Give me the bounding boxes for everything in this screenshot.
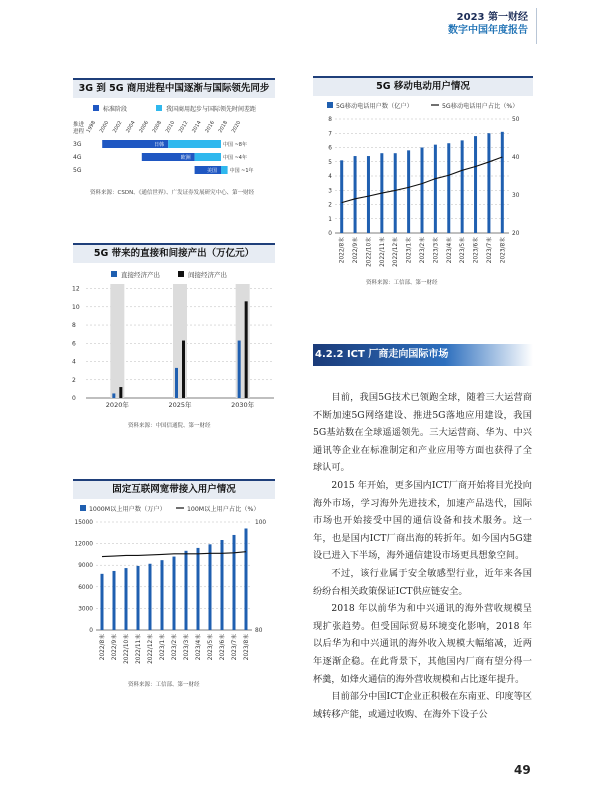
bar-indirect <box>119 387 122 398</box>
y-tick-label: 6 <box>72 340 76 348</box>
x-tick-label: 2023/1末 <box>406 237 413 264</box>
page-number: 49 <box>514 763 531 777</box>
y-left-tick-label: 1 <box>328 216 332 223</box>
x-tick-label: 2023/5末 <box>460 237 467 264</box>
page-header <box>448 12 528 37</box>
bar <box>367 156 370 233</box>
x-tick-label: 2020年 <box>105 401 129 409</box>
bar <box>137 566 140 630</box>
legend-label-gap: 我国商用起步与国际领先时间差距 <box>166 106 257 113</box>
x-tick-label: 2022/8末 <box>100 634 106 661</box>
chart4-5g-users-bars <box>313 97 535 273</box>
year-tick: 2014 <box>191 119 203 134</box>
y-left-tick-label: 6 <box>328 145 332 152</box>
year-tick: 2020 <box>230 119 243 134</box>
y-left-tick-label: 8 <box>328 117 332 123</box>
year-tick: 1998 <box>85 119 98 134</box>
legend-swatch-standard <box>93 105 99 111</box>
y-right-tick-label: 40 <box>512 155 520 161</box>
legend-label-bars: 5G移动电话用户数（亿户） <box>336 103 413 110</box>
chart2-title: 5G 带来的直接和间接产出（万亿元） <box>73 243 275 263</box>
y-left-tick-label: 7 <box>328 131 332 138</box>
year-tick: 2012 <box>177 119 190 134</box>
x-tick-label: 2023/4末 <box>196 634 202 661</box>
legend-label-line: 5G移动电话用户占比（%） <box>442 103 519 110</box>
bar <box>421 148 424 234</box>
row-label: 推进 <box>73 122 85 128</box>
chart2-output-bars <box>66 266 280 416</box>
y-tick-label: 10 <box>72 303 80 311</box>
report-year-title: 2023 第一财经 <box>456 12 528 23</box>
lead-region-label: 欧洲 <box>180 155 191 161</box>
year-tick: 2010 <box>164 119 177 134</box>
chart1-source: 资料来源：CSDN、《通信世界》、广发证券发展研究中心、第一财经 <box>90 190 255 196</box>
legend-label-standard: 标准阶段 <box>103 106 128 113</box>
gap-bar <box>221 166 228 174</box>
y-right-tick-label: 100 <box>255 520 267 526</box>
bar <box>487 133 490 233</box>
y-left-tick-label: 3000 <box>78 606 93 613</box>
body-paragraph: 不过，该行业属于安全敏感型行业，近年来各国纷纷台相关政策保证ICT供应链安全。 <box>313 567 532 597</box>
legend-swatch-bars <box>327 102 333 108</box>
lead-region-label: 美国 <box>206 168 217 174</box>
chart1-timeline <box>73 100 275 182</box>
y-right-tick-label: 30 <box>512 193 520 199</box>
legend-label-line: 100M以上用户占比（%） <box>187 506 260 513</box>
y-right-tick-label: 20 <box>512 231 520 237</box>
bar <box>245 528 248 630</box>
y-tick-label: 8 <box>72 322 76 330</box>
x-tick-label: 2022/10末 <box>124 634 130 664</box>
y-right-tick-label: 80 <box>255 628 263 634</box>
y-left-tick-label: 0 <box>89 628 93 634</box>
legend-swatch-gap <box>156 105 162 111</box>
x-tick-label: 2030年 <box>231 401 255 409</box>
y-left-tick-label: 15000 <box>74 520 93 526</box>
year-tick: 2018 <box>217 119 230 134</box>
bar <box>354 156 357 233</box>
y-left-tick-label: 6000 <box>78 584 93 591</box>
x-tick-label: 2023/3末 <box>184 634 190 661</box>
y-tick-label: 0 <box>72 395 76 402</box>
x-tick-label: 2022/10末 <box>366 237 373 267</box>
body-paragraph: 目前，我国5G技术已领跑全球，随着三大运营商不断加速5G网络建设、推进5G落地应用建设，我国5G基站数在全球遥遥领先。三大运营商、华为、中兴通讯等企业在标准制定和产业应用等方面也获得了全球认可。 <box>313 392 532 474</box>
y-left-tick-label: 0 <box>328 231 332 237</box>
legend-label-indirect: 间接经济产出 <box>188 271 227 279</box>
bar <box>173 557 176 630</box>
bar <box>474 136 477 233</box>
body-paragraph: 2015 年开始，更多国内ICT厂商开始将目光投向海外市场，学习海外先进技术，加速产品迭代，国际市场也开始接受中国的通信设备和技术服务。这一年，也是国内ICT厂商出海的转折年。如今国内5G建设已进入下半场，海外通信建设市场更具想象空间。 <box>313 479 532 562</box>
x-tick-label: 2023/1末 <box>160 634 166 661</box>
x-tick-label: 2023/7末 <box>486 237 493 264</box>
x-tick-label: 2022/9末 <box>353 237 360 264</box>
row-label: 进程 <box>73 129 85 135</box>
bar <box>434 145 437 233</box>
x-tick-label: 2023/6末 <box>220 634 226 661</box>
bar-direct <box>238 341 241 398</box>
bar <box>501 132 504 233</box>
share-line <box>102 552 246 557</box>
x-tick-label: 2022/11末 <box>136 634 142 664</box>
year-tick: 2008 <box>151 119 164 134</box>
bar <box>125 568 128 630</box>
section-body <box>313 389 532 723</box>
x-tick-label: 2023/2末 <box>172 634 178 661</box>
report-name: 数字中国年度报告 <box>448 25 528 36</box>
x-tick-label: 2023/4末 <box>446 237 453 264</box>
year-tick: 2004 <box>125 119 137 134</box>
bar <box>113 571 116 630</box>
x-tick-label: 2023/5末 <box>208 634 214 661</box>
bar <box>447 143 450 233</box>
x-tick-label: 2022/8末 <box>339 237 346 264</box>
chart3-broadband-bars <box>66 500 280 678</box>
bar <box>185 551 188 630</box>
bar-direct <box>175 368 178 398</box>
bar <box>233 535 236 630</box>
body-paragraph: 2018 年以前华为和中兴通讯的海外营收规模呈现扩张趋势。但受国际贸易环境变化影响，2018 年以后华为和中兴通讯的海外收入规模大幅缩减，近两年逐渐企稳。在此背景下，其他国内厂商有望分得一杯羹，如烽火通信的海外营收规模和占比逐年提升。 <box>313 603 532 685</box>
bar <box>101 574 104 630</box>
bar <box>209 544 212 630</box>
generation-label: 3G <box>73 141 82 148</box>
y-left-tick-label: 4 <box>328 174 332 180</box>
y-right-tick-label: 50 <box>512 117 520 123</box>
bar <box>407 150 410 233</box>
legend-label-bars: 1000M以上用户数（万户） <box>89 506 166 513</box>
chart4-title: 5G 移动电动用户情况 <box>313 76 533 96</box>
y-left-tick-label: 2 <box>328 202 332 209</box>
year-tick: 2016 <box>204 119 216 134</box>
generation-label: 5G <box>73 167 82 174</box>
legend-swatch-bars <box>80 505 86 511</box>
x-tick-label: 2023/3末 <box>433 237 440 264</box>
chart1-title: 3G 到 5G 商用进程中国逐渐与国际领先同步 <box>73 78 275 98</box>
bar <box>149 564 152 630</box>
gap-bar <box>195 153 221 161</box>
bar-indirect <box>245 301 248 398</box>
legend-label-direct: 直接经济产出 <box>121 271 160 279</box>
y-tick-label: 2 <box>72 376 76 384</box>
header-divider <box>536 8 537 44</box>
gap-label: 中国 ~8年 <box>223 142 247 148</box>
x-tick-label: 2023/2末 <box>420 237 426 264</box>
y-left-tick-label: 5 <box>328 159 332 166</box>
bar <box>161 560 164 630</box>
chart2-source: 资料来源：中国信通院、第一财经 <box>128 423 211 429</box>
x-tick-label: 2022/11末 <box>379 237 386 267</box>
y-left-tick-label: 3 <box>328 188 332 195</box>
legend-swatch-indirect <box>178 271 184 277</box>
year-tick: 2000 <box>98 119 111 134</box>
lead-region-label: 日韩 <box>154 142 165 148</box>
x-tick-label: 2023/7末 <box>232 634 238 661</box>
gap-label: 中国 ~1年 <box>229 168 254 174</box>
section-heading: 4.2.2 ICT 厂商走向国际市场 <box>313 344 533 366</box>
year-tick: 2006 <box>138 119 150 134</box>
x-tick-label: 2023/8末 <box>244 634 250 661</box>
legend-swatch-direct <box>111 271 117 277</box>
x-tick-label: 2023/8末 <box>500 237 507 264</box>
chart3-source: 资料来源：工信部、第一财经 <box>128 682 200 688</box>
bar <box>340 160 343 233</box>
y-tick-label: 12 <box>72 285 80 293</box>
x-tick-label: 2022/12末 <box>393 237 400 267</box>
body-paragraph: 目前部分中国ICT企业正积极在东南亚、印度等区域转移产能，或通过收购、在海外下设子公 <box>313 691 532 720</box>
chart4-source: 资料来源：工信部、第一财经 <box>366 280 438 286</box>
y-tick-label: 4 <box>72 358 76 366</box>
gap-label: 中国 ~4年 <box>223 155 247 161</box>
generation-label: 4G <box>73 154 82 161</box>
chart3-title: 固定互联网宽带接入用户情况 <box>73 479 275 499</box>
x-tick-label: 2023/6末 <box>473 237 480 264</box>
y-left-tick-label: 9000 <box>78 563 93 570</box>
year-tick: 2002 <box>111 119 124 134</box>
category-shade <box>110 284 124 398</box>
gap-bar <box>168 140 221 148</box>
bar <box>461 140 464 233</box>
x-tick-label: 2022/12末 <box>148 634 154 664</box>
bar-direct <box>112 393 115 398</box>
bar-indirect <box>182 341 185 398</box>
x-tick-label: 2025年 <box>168 401 192 409</box>
bar <box>394 153 397 233</box>
bar <box>197 548 200 630</box>
x-tick-label: 2022/9末 <box>112 634 118 661</box>
y-left-tick-label: 12000 <box>74 541 93 548</box>
